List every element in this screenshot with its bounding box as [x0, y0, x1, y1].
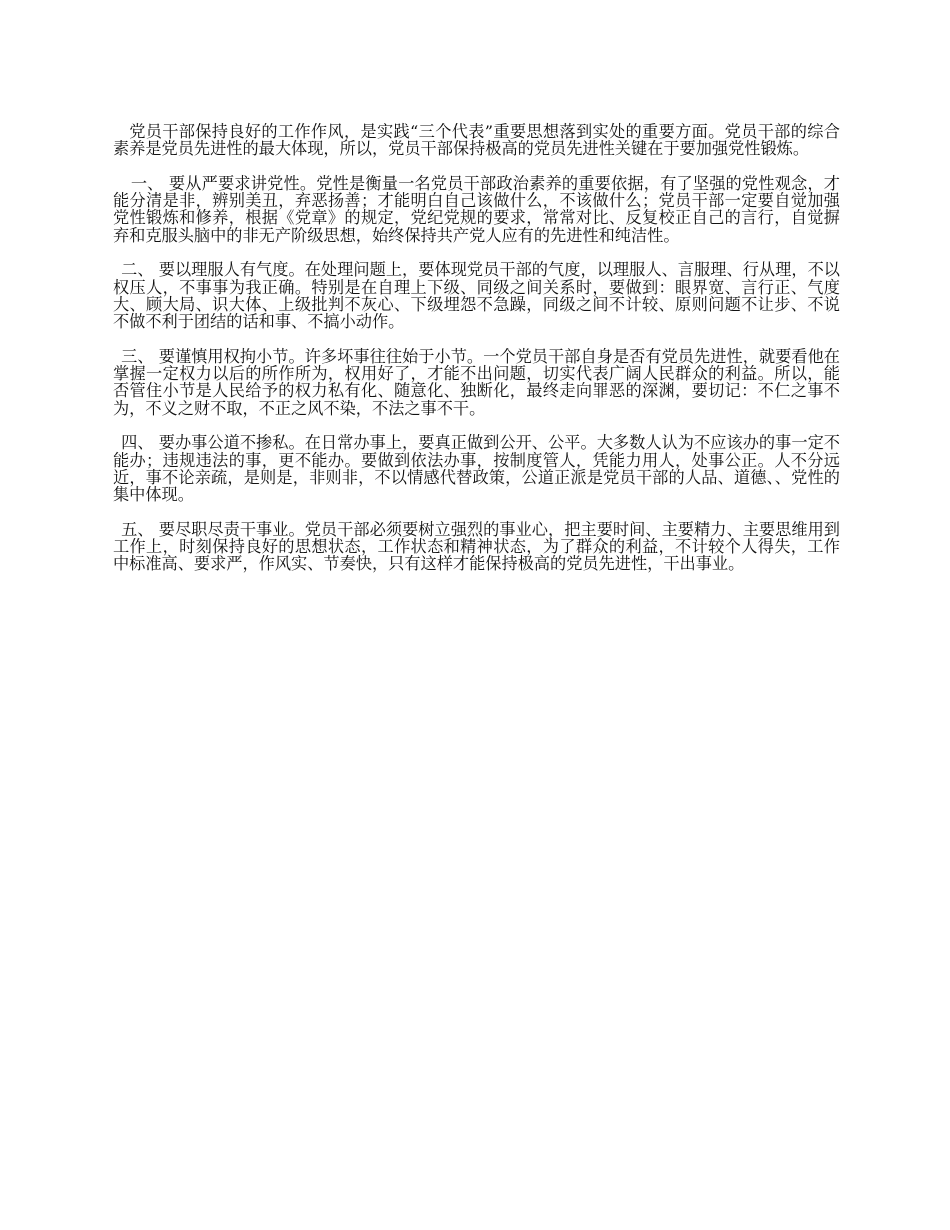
- intro-paragraph: 党员干部保持良好的工作作风，是实践“三个代表”重要思想落到实处的重要方面。党员干部的综合素养是党员先进性的最大体现，所以，党员干部保持极高的党员先进性关键在于要加强党性锻炼。: [113, 122, 840, 159]
- document-body: [113, 123, 840, 590]
- section-5-paragraph: 五、 要尽职尽责干事业。党员干部必须要树立强烈的事业心，把主要时间、主要精力、主要思维用到工作上，时刻保持良好的思想状态，工作状态和精神状态，为了群众的利益，不计较个人得失，工作中标准高、要求严，作风实、节奏快，只有这样才能保持极高的党员先进性，干出事业。: [113, 519, 840, 574]
- section-2-paragraph: 二、 要以理服人有气度。在处理问题上，要体现党员干部的气度，以理服人、言服理、行从理，不以权压人，不事事为我正确。特别是在自理上下级、同级之间关系时，要做到：眼界宽、言行正、气度大、顾大局、识大体、上级批判不灰心、下级埋怨不急躁，同级之间不计较、原则问题不让步、不说不做不利于团结的话和事、不搞小动作。: [113, 260, 840, 332]
- section-3-paragraph: 三、 要谨慎用权拘小节。许多坏事往往始于小节。一个党员干部自身是否有党员先进性，就要看他在掌握一定权力以后的所作所为，权用好了，才能不出问题，切实代表广阔人民群众的利益。所以，能否管住小节是人民给予的权力私有化、随意化、独断化，最终走向罪恶的深渊，要切记：不仁之事不为，不义之财不取，不正之风不染，不法之事不干。: [113, 346, 840, 418]
- section-4-paragraph: 四、 要办事公道不掺私。在日常办事上，要真正做到公开、公平。大多数人认为不应该办的事一定不能办；违规违法的事，更不能办。要做到依法办事，按制度管人，凭能力用人，处事公正。人不分远近，事不论亲疏，是则是，非则非，不以情感代替政策，公道正派是党员干部的人品、道德、、党性的集中体现。: [113, 433, 840, 505]
- section-1-paragraph: 一、 要从严要求讲党性。党性是衡量一名党员干部政治素养的重要依据，有了坚强的党性观念，才能分清是非，辨别美丑，弃恶扬善；才能明白自己该做什么，不该做什么；党员干部一定要自觉加强党性锻炼和修养，根据《党章》的规定，党纪党规的要求，常常对比、反复校正自己的言行，自觉摒弃和克服头脑中的非无产阶级思想，始终保持共产党人应有的先进性和纯洁性。: [113, 173, 840, 245]
